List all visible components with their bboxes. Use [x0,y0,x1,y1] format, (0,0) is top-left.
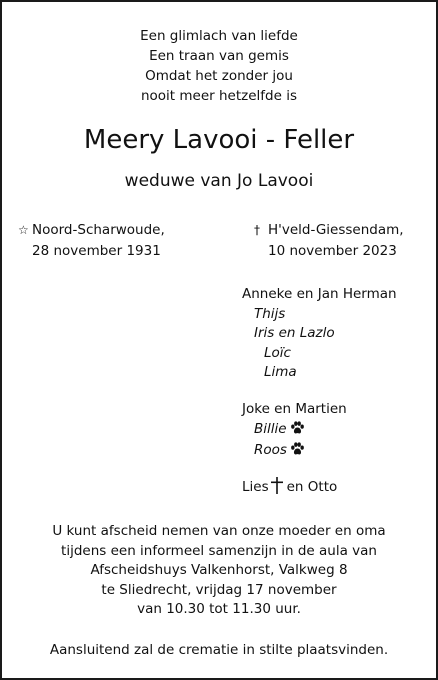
pet-name: Billie [254,420,287,437]
star-icon: ☆ [18,223,29,237]
poem [2,26,436,106]
death-date: 10 november 2023 [268,243,397,259]
child-name: Thijs [254,305,286,322]
cremation-note: Aansluitend zal de crematie in stilte plaatsvinden. [49,642,389,658]
paw-print-icon [290,442,305,463]
birth-place: Noord-Scharwoude, [32,222,165,238]
poem-line: Een glimlach van liefde [140,28,298,44]
dagger-icon: † [254,223,260,237]
family-group-3 [242,477,337,501]
service-details [2,522,436,620]
service-line: Afscheidshuys Valkenhorst, Valkweg 8 [90,562,348,578]
service-line: te Sliedrecht, vrijdag 17 november [101,581,337,598]
deceased-name: Meery Lavooi - Feller [83,125,355,155]
family-group-2 [242,400,347,463]
birth-info [18,220,165,262]
deceased-subtitle: weduwe van Jo Lavooi [124,171,314,191]
service-line: tijdens een informeel samenzijn in de aula van [61,542,377,559]
family-member-name: en Otto [286,479,338,495]
death-place: H'veld-Giessendam, [268,222,404,238]
paw-print-icon [290,421,305,442]
family-member-name: Lies [242,479,269,495]
service-line: van 10.30 tot 11.30 uur. [137,601,301,617]
poem-line: Omdat het zonder jou [145,68,293,84]
cross-icon [271,477,283,501]
family-heading: Anneke en Jan Herman [242,286,397,302]
grandchild-name: Lima [264,364,297,380]
child-name: Iris en Lazlo [254,325,335,341]
pet-name: Roos [254,442,287,458]
poem-line: Een traan van gemis [149,48,289,64]
birth-date: 28 november 1931 [32,243,161,259]
poem-line: nooit meer hetzelfde is [140,88,297,104]
death-info [254,220,404,262]
service-line: U kunt afscheid nemen van onze moeder en oma [52,523,386,539]
family-heading: Joke en Martien [242,401,347,417]
grandchild-name: Loïc [264,344,291,361]
family-group-1 [242,285,397,383]
